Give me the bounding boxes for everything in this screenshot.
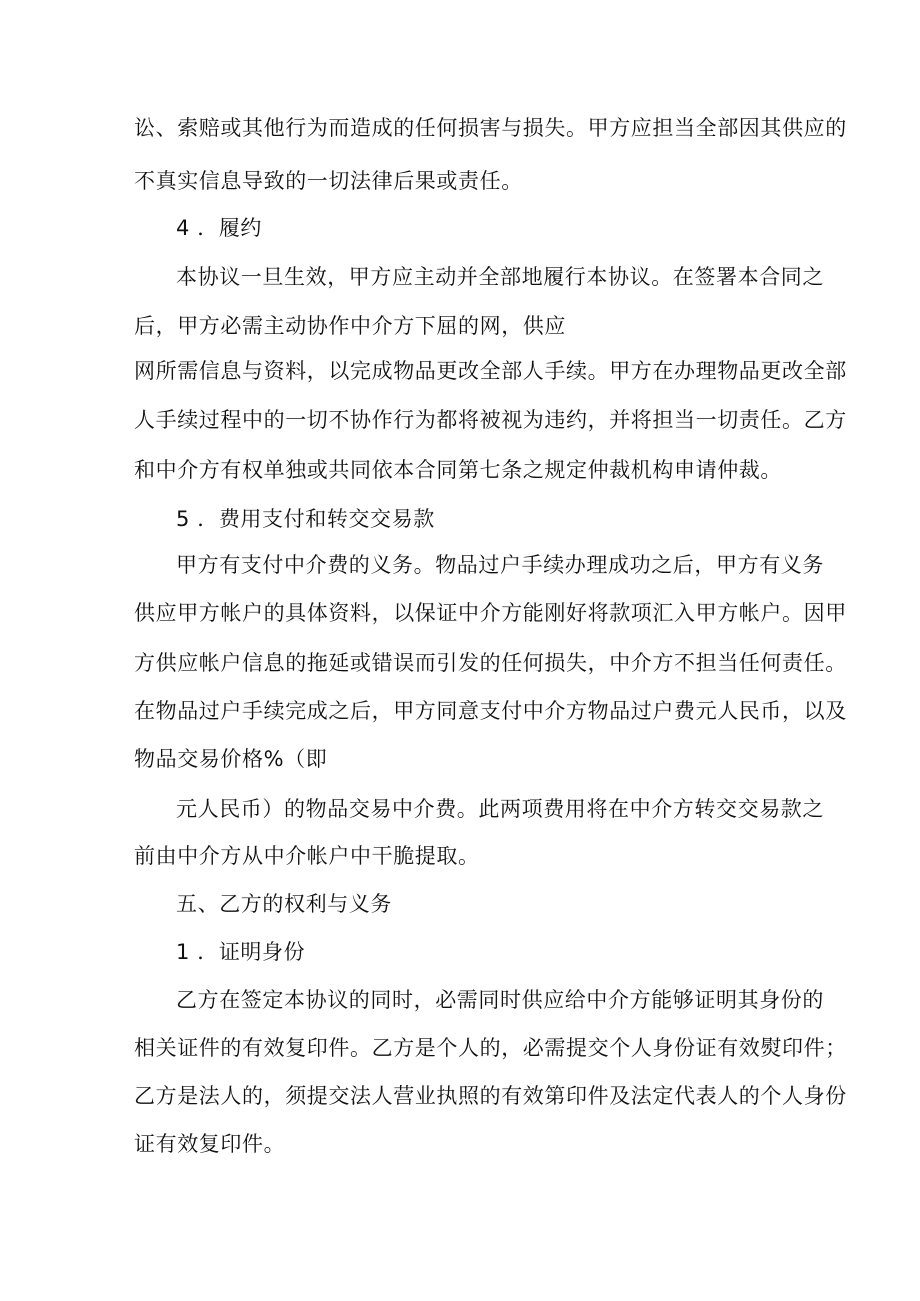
text-line: 证有效复印件。 [134, 1132, 286, 1156]
text-line: 在物品过户手续完成之后，甲方同意支付中介方物品过户费元人民币，以及 [134, 699, 847, 723]
section-heading: 4 ．履约 [176, 216, 263, 240]
paragraph-line: 甲方有支付中介费的义务。物品过户手续办理成功之后，甲方有义务 [176, 553, 824, 577]
text-line: 和中介方有权单独或共同依本合同第七条之规定仲裁机构申请仲裁。 [134, 458, 782, 482]
paragraph-line: 本协议一旦生效，甲方应主动并全部地履行本协议。在签署本合同之 [176, 265, 824, 289]
text-line: 网所需信息与资料，以完成物品更改全部人手续。甲方在办理物品更改全部 [134, 359, 847, 383]
text-line: 前由中介方从中介帐户中干脆提取。 [134, 844, 480, 868]
text-line: 不真实信息导致的一切法律后果或责任。 [134, 169, 523, 193]
text-line: 方供应帐户信息的拖延或错误而引发的任何损失，中介方不担当任何责任。 [134, 651, 847, 675]
text-line: 物品交易价格%（即 [134, 747, 328, 771]
text-line: 供应甲方帐户的具体资料，以保证中介方能刚好将款项汇入甲方帐户。因甲 [134, 601, 847, 625]
section-heading: 1 ．证明身份 [176, 940, 306, 964]
paragraph-line: 元人民币）的物品交易中介费。此两项费用将在中介方转交交易款之 [176, 797, 824, 821]
text-line: 讼、索赔或其他行为而造成的任何损害与损失。甲方应担当全部因其供应的 [134, 116, 847, 140]
section-heading: 5 ．费用支付和转交交易款 [176, 507, 435, 531]
paragraph-line: 乙方在签定本协议的同时，必需同时供应给中介方能够证明其身份的 [176, 988, 824, 1012]
text-line: 相关证件的有效复印件。乙方是个人的，必需提交个人身份证有效熨印件； [134, 1036, 847, 1060]
text-line: 人手续过程中的一切不协作行为都将被视为违约，并将担当一切责任。乙方 [134, 408, 847, 432]
section-heading: 五、乙方的权利与义务 [176, 892, 392, 916]
text-line: 后，甲方必需主动协作中介方下屈的网，供应 [134, 314, 566, 338]
text-line: 乙方是法人的，须提交法人营业执照的有效第印件及法定代表人的个人身份 [134, 1084, 847, 1108]
